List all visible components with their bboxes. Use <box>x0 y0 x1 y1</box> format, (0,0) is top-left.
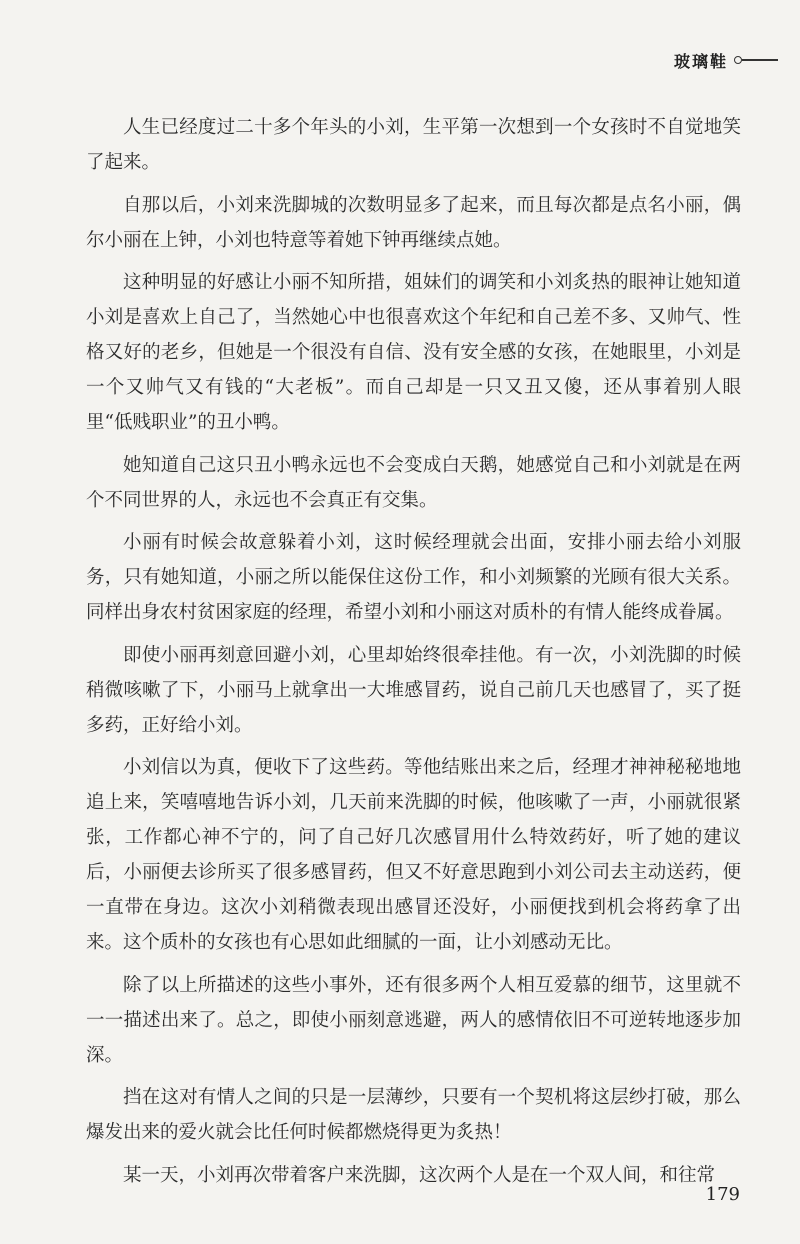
paragraph: 她知道自己这只丑小鸭永远也不会变成白天鹅，她感觉自己和小刘就是在两个不同世界的人，永远也不会真正有交集。 <box>86 454 741 511</box>
paragraph: 自那以后，小刘来洗脚城的次数明显多了起来，而且每次都是点名小丽，偶尔小丽在上钟，小刘也特意等着她下钟再继续点她。 <box>86 194 741 251</box>
paragraph: 某一天，小刘再次带着客户来洗脚，这次两个人是在一个双人间，和往常 <box>123 1164 716 1186</box>
running-header <box>674 46 778 74</box>
paragraph: 挡在这对有情人之间的只是一层薄纱，只要有一个契机将这层纱打破，那么爆发出来的爱火就会比任何时候都燃烧得更为炙热！ <box>86 1087 741 1143</box>
header-rule <box>742 59 778 61</box>
paragraph: 即使小丽再刻意回避小刘，心里却始终很牵挂他。有一次，小刘洗脚的时候稍微咳嗽了下，小丽马上就拿出一大堆感冒药，说自己前几天也感冒了，买了挺多药，正好给小刘。 <box>86 644 741 736</box>
header-circle-ornament <box>734 56 742 64</box>
paragraph: 除了以上所描述的这些小事外，还有很多两个人相互爱慕的细节，这里就不一一描述出来了。总之，即使小丽刻意逃避，两人的感情依旧不可逆转地逐步加深。 <box>86 974 741 1066</box>
paragraph: 这种明显的好感让小丽不知所措，姐妹们的调笑和小刘炙热的眼神让她知道小刘是喜欢上自己了，当然她心中也很喜欢这个年纪和自己差不多、又帅气、性格又好的老乡，但她是一个很没有自信、没有安全感的女孩，在她眼里，小刘是一个又帅气又有钱的“大老板”。而自己却是一只又丑又傻，还从事着别人眼里“低贱职业”的丑小鸭。 <box>86 272 741 433</box>
paragraph: 小丽有时候会故意躲着小刘，这时候经理就会出面，安排小丽去给小刘服务，只有她知道，小丽之所以能保住这份工作，和小刘频繁的光顾有很大关系。同样出身农村贫困家庭的经理，希望小刘和小丽这对质朴的有情人能终成眷属。 <box>86 532 741 623</box>
page-number: 179 <box>705 1184 740 1205</box>
paragraph: 小刘信以为真，便收下了这些药。等他结账出来之后，经理才神神秘秘地地追上来，笑嘻嘻地告诉小刘，几天前来洗脚的时候，他咳嗽了一声，小丽就很紧张，工作都心神不宁的，问了自己好几次感冒用什么特效药好，听了她的建议后，小丽便去诊所买了很多感冒药，但又不好意思跑到小刘公司去主动送药，便一直带在身边。这次小刘稍微表现出感冒还没好，小丽便找到机会将药拿了出来。这个质朴的女孩也有心思如此细腻的一面，让小刘感动无比。 <box>86 757 741 953</box>
body-text <box>86 110 741 1200</box>
chapter-title: 玻璃鞋 <box>673 51 728 71</box>
paragraph: 人生已经度过二十多个年头的小刘，生平第一次想到一个女孩时不自觉地笑了起来。 <box>86 117 741 173</box>
